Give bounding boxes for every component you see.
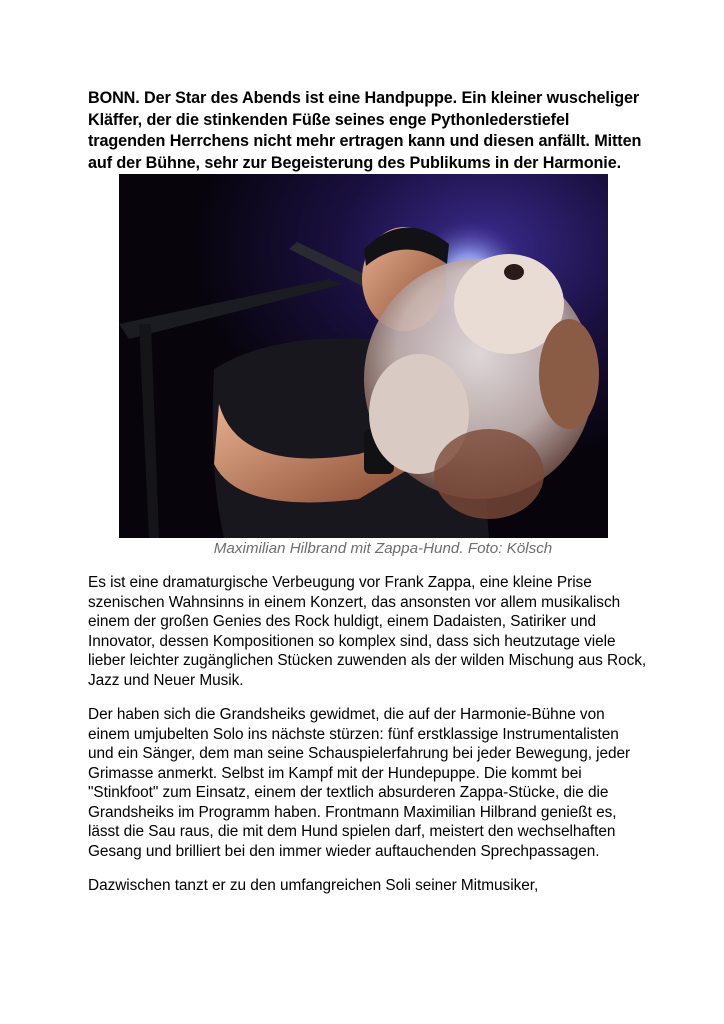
article-paragraph-2: Der haben sich die Grandsheiks gewidmet, die auf der Harmonie-Bühne von einem umjubelten Solo ins nächste stürzen: fünf erstklassige Instrumentalisten und ein Sänger, dem man seine Schauspielerfahrung bei jeder Bewegung, jeder Grimasse anmerkt. Selbst im Kampf mit der Hundepuppe. Die kommt bei "Stinkfoot" zum Einsatz, einem der textlich absurderen Zappa-Stücke, die die Grandsheiks im Programm haben. Frontmann Maximilian Hilbrand genießt es, lässt die Sau raus, die mit dem Hund spielen darf, meistert den wechselhaften Gesang und brilliert bei den immer wieder auftauchenden Sprechpassagen. xyxy=(88,706,631,860)
concert-photo xyxy=(119,174,608,538)
photo-caption: Maximilian Hilbrand mit Zappa-Hund. Foto: Kölsch xyxy=(213,540,553,558)
article xyxy=(88,88,648,896)
article-figure xyxy=(88,174,648,559)
article-lead: BONN. Der Star des Abends ist eine Handpuppe. Ein kleiner wuscheliger Kläffer, der die stinkenden Füße seines enge Pythonlederstiefel tragenden Herrchens nicht mehr ertragen kann und diesen anfällt. Mitten auf der Bühne, sehr zur Begeisterung des Publikums in der Harmonie. xyxy=(88,89,642,172)
article-paragraph-3: Dazwischen tanzt er zu den umfangreichen Soli seiner Mitmusiker, xyxy=(88,877,539,895)
article-paragraph-1: Es ist eine dramaturgische Verbeugung vor Frank Zappa, eine kleine Prise szenischen Wahnsinns in einem Konzert, das ansonsten vor allem musikalisch einem der großen Genies des Rock huldigt, einem Dadaisten, Satiriker und Innovator, dessen Kompositionen so komplex sind, dass sich heutzutage viele lieber leichter zugänglichen Stücken zuwenden als der wilden Mischung aus Rock, Jazz und Neuer Musik. xyxy=(88,574,647,689)
